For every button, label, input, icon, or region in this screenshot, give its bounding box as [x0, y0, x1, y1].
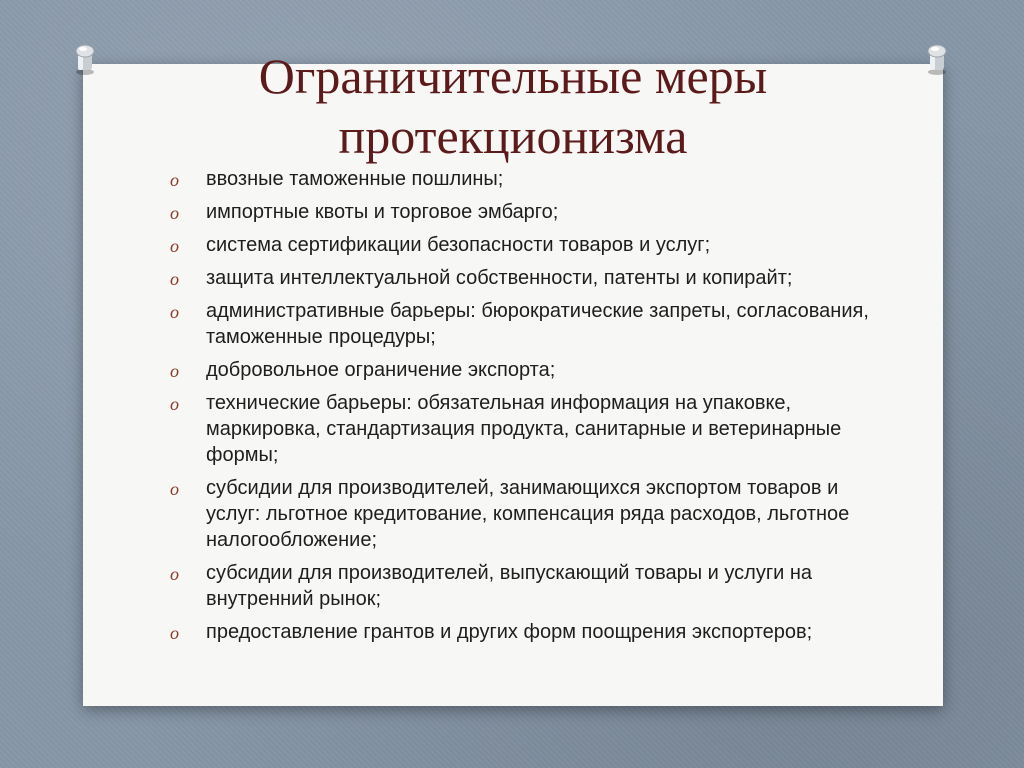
- measures-list: [168, 166, 888, 652]
- bullet-icon: o: [170, 394, 179, 414]
- list-item-text: субсидии для производителей, занимающихся экспортом товаров и услуг: льготное кредитование, компенсация ряда расходов, льготное налогообложение;: [206, 477, 850, 551]
- bullet-icon: o: [170, 623, 179, 643]
- list-item: [168, 199, 888, 225]
- list-item-text: защита интеллектуальной собственности, патенты и копирайт;: [206, 267, 793, 289]
- bullet-icon: o: [170, 361, 179, 381]
- list-item-text: ввозные таможенные пошлины;: [206, 168, 504, 190]
- bullet-icon: o: [170, 302, 179, 322]
- list-item: [168, 390, 888, 468]
- bullet-icon: o: [170, 269, 179, 289]
- list-item-text: система сертификации безопасности товаров и услуг;: [206, 234, 711, 256]
- list-item: [168, 619, 888, 645]
- slide-title: [83, 46, 943, 166]
- list-item-text: субсидии для производителей, выпускающий товары и услуги на внутренний рынок;: [206, 562, 813, 610]
- bullet-icon: o: [170, 564, 179, 584]
- list-item: [168, 475, 888, 553]
- list-item-text: предоставление грантов и других форм поощрения экспортеров;: [206, 621, 813, 643]
- list-item: [168, 357, 888, 383]
- list-item-text: добровольное ограничение экспорта;: [206, 359, 556, 381]
- slide-title-line1: Ограничительные меры: [258, 48, 768, 104]
- bullet-icon: o: [170, 170, 179, 190]
- list-item-text: импортные квоты и торговое эмбарго;: [206, 201, 559, 223]
- bullet-icon: o: [170, 236, 179, 256]
- bullet-icon: o: [170, 479, 179, 499]
- bullet-icon: o: [170, 203, 179, 223]
- list-item-text: административные барьеры: бюрократические запреты, согласования, таможенные процедуры;: [206, 300, 869, 348]
- list-item-text: технические барьеры: обязательная информация на упаковке, маркировка, стандартизация продукта, санитарные и ветеринарные формы;: [206, 392, 842, 466]
- list-item: [168, 298, 888, 350]
- slide-title-line2: протекционизма: [338, 108, 688, 164]
- list-item: [168, 232, 888, 258]
- list-item: [168, 560, 888, 612]
- list-item: [168, 265, 888, 291]
- list-item: [168, 166, 888, 192]
